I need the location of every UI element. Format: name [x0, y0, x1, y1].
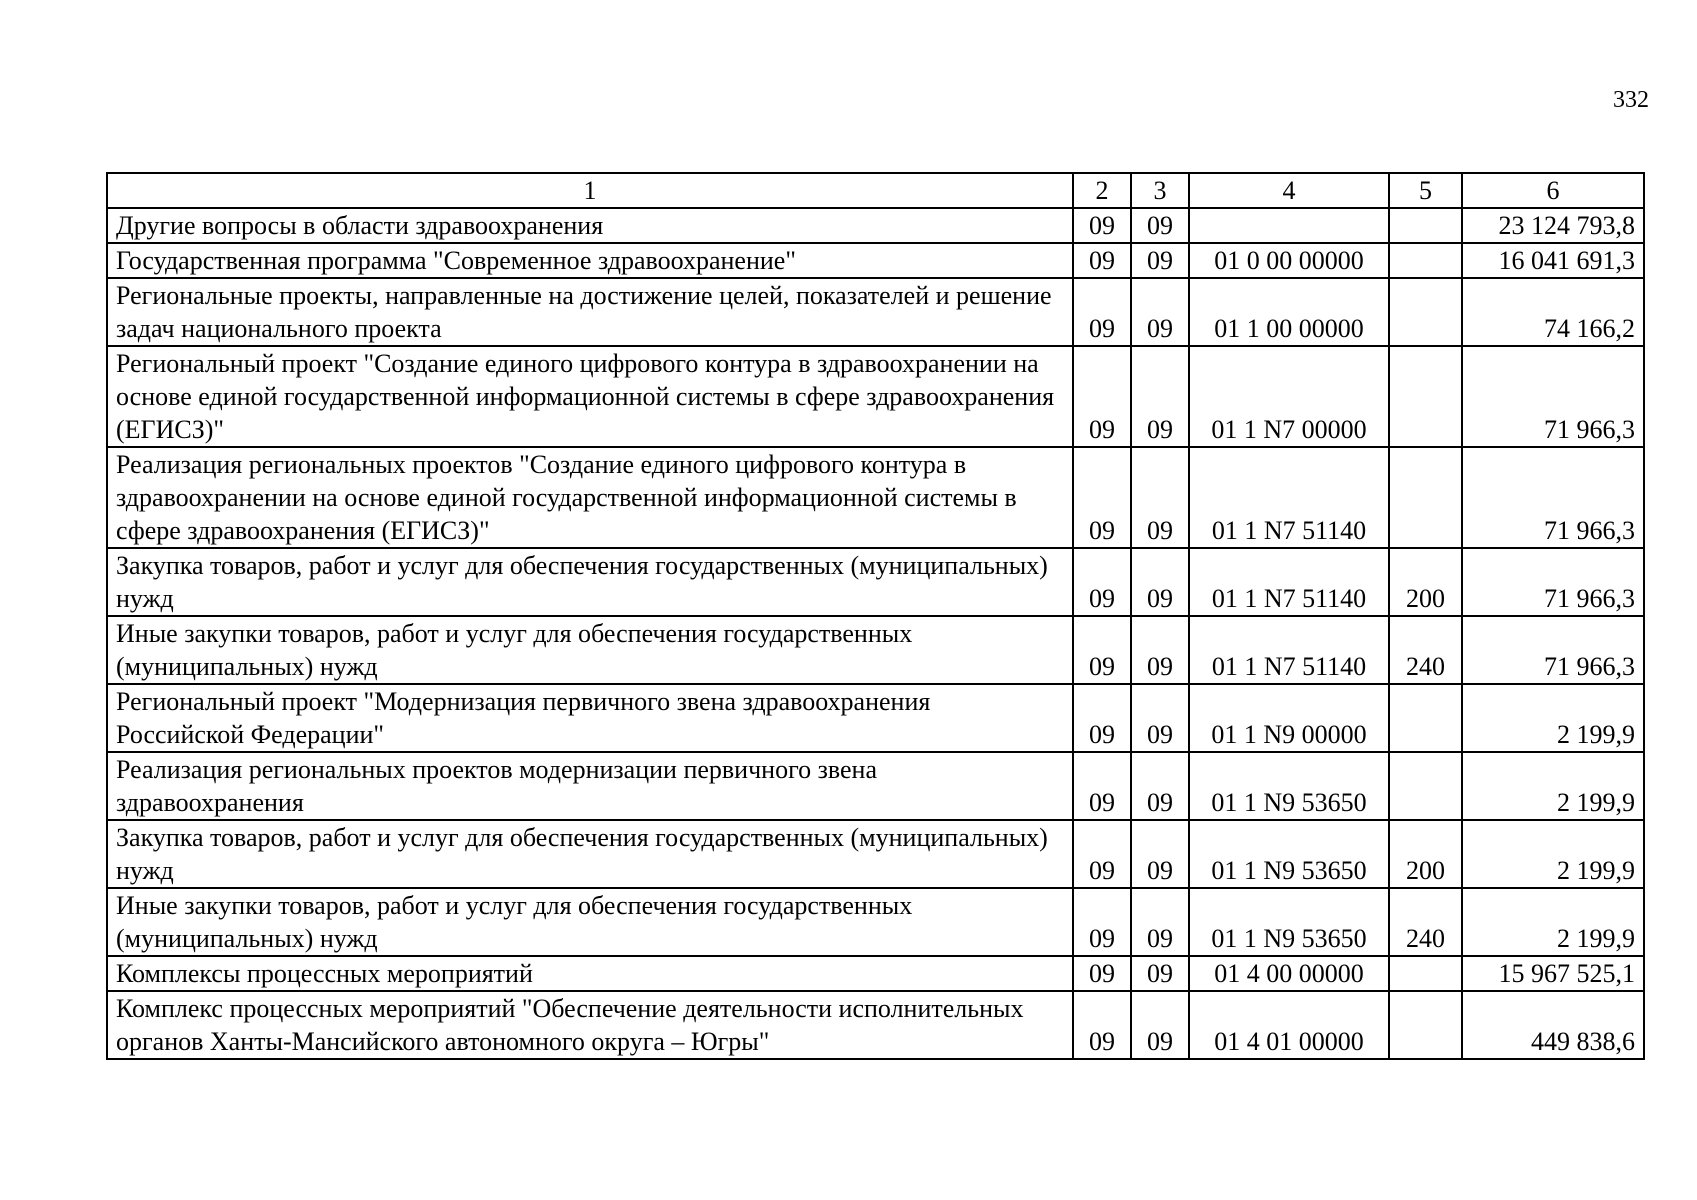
cell-subsection: 09: [1131, 684, 1189, 752]
table-row: [107, 684, 1644, 752]
budget-table: [106, 172, 1645, 1060]
cell-section: 09: [1073, 278, 1131, 346]
table-row: [107, 346, 1644, 447]
cell-name: Другие вопросы в области здравоохранения: [107, 208, 1073, 243]
cell-subsection: 09: [1131, 752, 1189, 820]
cell-amount: 16 041 691,3: [1462, 243, 1644, 278]
cell-name: Комплексы процессных мероприятий: [107, 956, 1073, 991]
cell-subsection: 09: [1131, 616, 1189, 684]
cell-section: 09: [1073, 684, 1131, 752]
cell-section: 09: [1073, 752, 1131, 820]
cell-amount: 449 838,6: [1462, 991, 1644, 1059]
table-row: [107, 820, 1644, 888]
cell-subsection: 09: [1131, 820, 1189, 888]
cell-name: Иные закупки товаров, работ и услуг для обеспечения государственных (муниципальных) нужд: [107, 888, 1073, 956]
cell-subsection: 09: [1131, 208, 1189, 243]
cell-subsection: 09: [1131, 447, 1189, 548]
cell-target-article: 01 1 N9 53650: [1189, 752, 1389, 820]
cell-expense-type: 240: [1389, 888, 1462, 956]
header-row: [107, 173, 1644, 208]
cell-section: 09: [1073, 616, 1131, 684]
cell-expense-type: [1389, 447, 1462, 548]
header-cell-5: 5: [1389, 173, 1462, 208]
cell-target-article: 01 1 N9 53650: [1189, 888, 1389, 956]
cell-target-article: 01 1 N9 53650: [1189, 820, 1389, 888]
cell-section: 09: [1073, 888, 1131, 956]
cell-expense-type: [1389, 278, 1462, 346]
cell-section: 09: [1073, 548, 1131, 616]
cell-name: Региональный проект "Модернизация первичного звена здравоохранения Российской Федерации": [107, 684, 1073, 752]
cell-target-article: 01 1 N7 51140: [1189, 548, 1389, 616]
cell-section: 09: [1073, 346, 1131, 447]
table-row: [107, 243, 1644, 278]
cell-target-article: 01 1 00 00000: [1189, 278, 1389, 346]
cell-amount: 23 124 793,8: [1462, 208, 1644, 243]
cell-subsection: 09: [1131, 243, 1189, 278]
header-cell-3: 3: [1131, 173, 1189, 208]
cell-target-article: 01 1 N7 51140: [1189, 447, 1389, 548]
header-cell-1: 1: [107, 173, 1073, 208]
cell-subsection: 09: [1131, 346, 1189, 447]
cell-name: Реализация региональных проектов "Создание единого цифрового контура в здравоохранении на основе единой государственной информационной системы в сфере здравоохранения (ЕГИСЗ)": [107, 447, 1073, 548]
table-row: [107, 888, 1644, 956]
cell-expense-type: [1389, 991, 1462, 1059]
table-row: [107, 208, 1644, 243]
cell-expense-type: 200: [1389, 548, 1462, 616]
cell-target-article: 01 1 N9 00000: [1189, 684, 1389, 752]
cell-amount: 15 967 525,1: [1462, 956, 1644, 991]
cell-target-article: [1189, 208, 1389, 243]
cell-expense-type: [1389, 752, 1462, 820]
cell-name: Региональные проекты, направленные на достижение целей, показателей и решение задач национального проекта: [107, 278, 1073, 346]
cell-target-article: 01 0 00 00000: [1189, 243, 1389, 278]
cell-name: Государственная программа "Современное здравоохранение": [107, 243, 1073, 278]
cell-target-article: 01 4 00 00000: [1189, 956, 1389, 991]
cell-section: 09: [1073, 956, 1131, 991]
cell-name: Закупка товаров, работ и услуг для обеспечения государственных (муниципальных) нужд: [107, 548, 1073, 616]
cell-expense-type: [1389, 684, 1462, 752]
cell-target-article: 01 4 01 00000: [1189, 991, 1389, 1059]
cell-subsection: 09: [1131, 991, 1189, 1059]
cell-subsection: 09: [1131, 278, 1189, 346]
cell-amount: 74 166,2: [1462, 278, 1644, 346]
budget-table-body: [107, 173, 1644, 1059]
table-row: [107, 991, 1644, 1059]
cell-amount: 71 966,3: [1462, 616, 1644, 684]
cell-expense-type: [1389, 346, 1462, 447]
table-row: [107, 956, 1644, 991]
table-row: [107, 752, 1644, 820]
cell-expense-type: [1389, 208, 1462, 243]
cell-subsection: 09: [1131, 888, 1189, 956]
cell-subsection: 09: [1131, 956, 1189, 991]
cell-amount: 71 966,3: [1462, 548, 1644, 616]
header-cell-2: 2: [1073, 173, 1131, 208]
cell-name: Иные закупки товаров, работ и услуг для обеспечения государственных (муниципальных) нужд: [107, 616, 1073, 684]
table-row: [107, 616, 1644, 684]
table-row: [107, 447, 1644, 548]
cell-section: 09: [1073, 447, 1131, 548]
cell-name: Комплекс процессных мероприятий "Обеспечение деятельности исполнительных органов Ханты-Мансийского автономного округа – Югры": [107, 991, 1073, 1059]
cell-expense-type: [1389, 956, 1462, 991]
table-row: [107, 278, 1644, 346]
cell-target-article: 01 1 N7 51140: [1189, 616, 1389, 684]
cell-expense-type: 200: [1389, 820, 1462, 888]
cell-expense-type: 240: [1389, 616, 1462, 684]
cell-amount: 2 199,9: [1462, 752, 1644, 820]
header-cell-4: 4: [1189, 173, 1389, 208]
cell-amount: 2 199,9: [1462, 820, 1644, 888]
cell-amount: 71 966,3: [1462, 346, 1644, 447]
header-cell-6: 6: [1462, 173, 1644, 208]
cell-section: 09: [1073, 208, 1131, 243]
cell-amount: 2 199,9: [1462, 888, 1644, 956]
cell-subsection: 09: [1131, 548, 1189, 616]
cell-target-article: 01 1 N7 00000: [1189, 346, 1389, 447]
cell-name: Реализация региональных проектов модернизации первичного звена здравоохранения: [107, 752, 1073, 820]
cell-name: Закупка товаров, работ и услуг для обеспечения государственных (муниципальных) нужд: [107, 820, 1073, 888]
cell-section: 09: [1073, 243, 1131, 278]
cell-amount: 2 199,9: [1462, 684, 1644, 752]
table-row: [107, 548, 1644, 616]
cell-expense-type: [1389, 243, 1462, 278]
cell-section: 09: [1073, 820, 1131, 888]
cell-amount: 71 966,3: [1462, 447, 1644, 548]
cell-name: Региональный проект "Создание единого цифрового контура в здравоохранении на основе единой государственной информационной системы в сфере здравоохранения (ЕГИСЗ)": [107, 346, 1073, 447]
page-number: 332: [1613, 87, 1649, 113]
cell-section: 09: [1073, 991, 1131, 1059]
